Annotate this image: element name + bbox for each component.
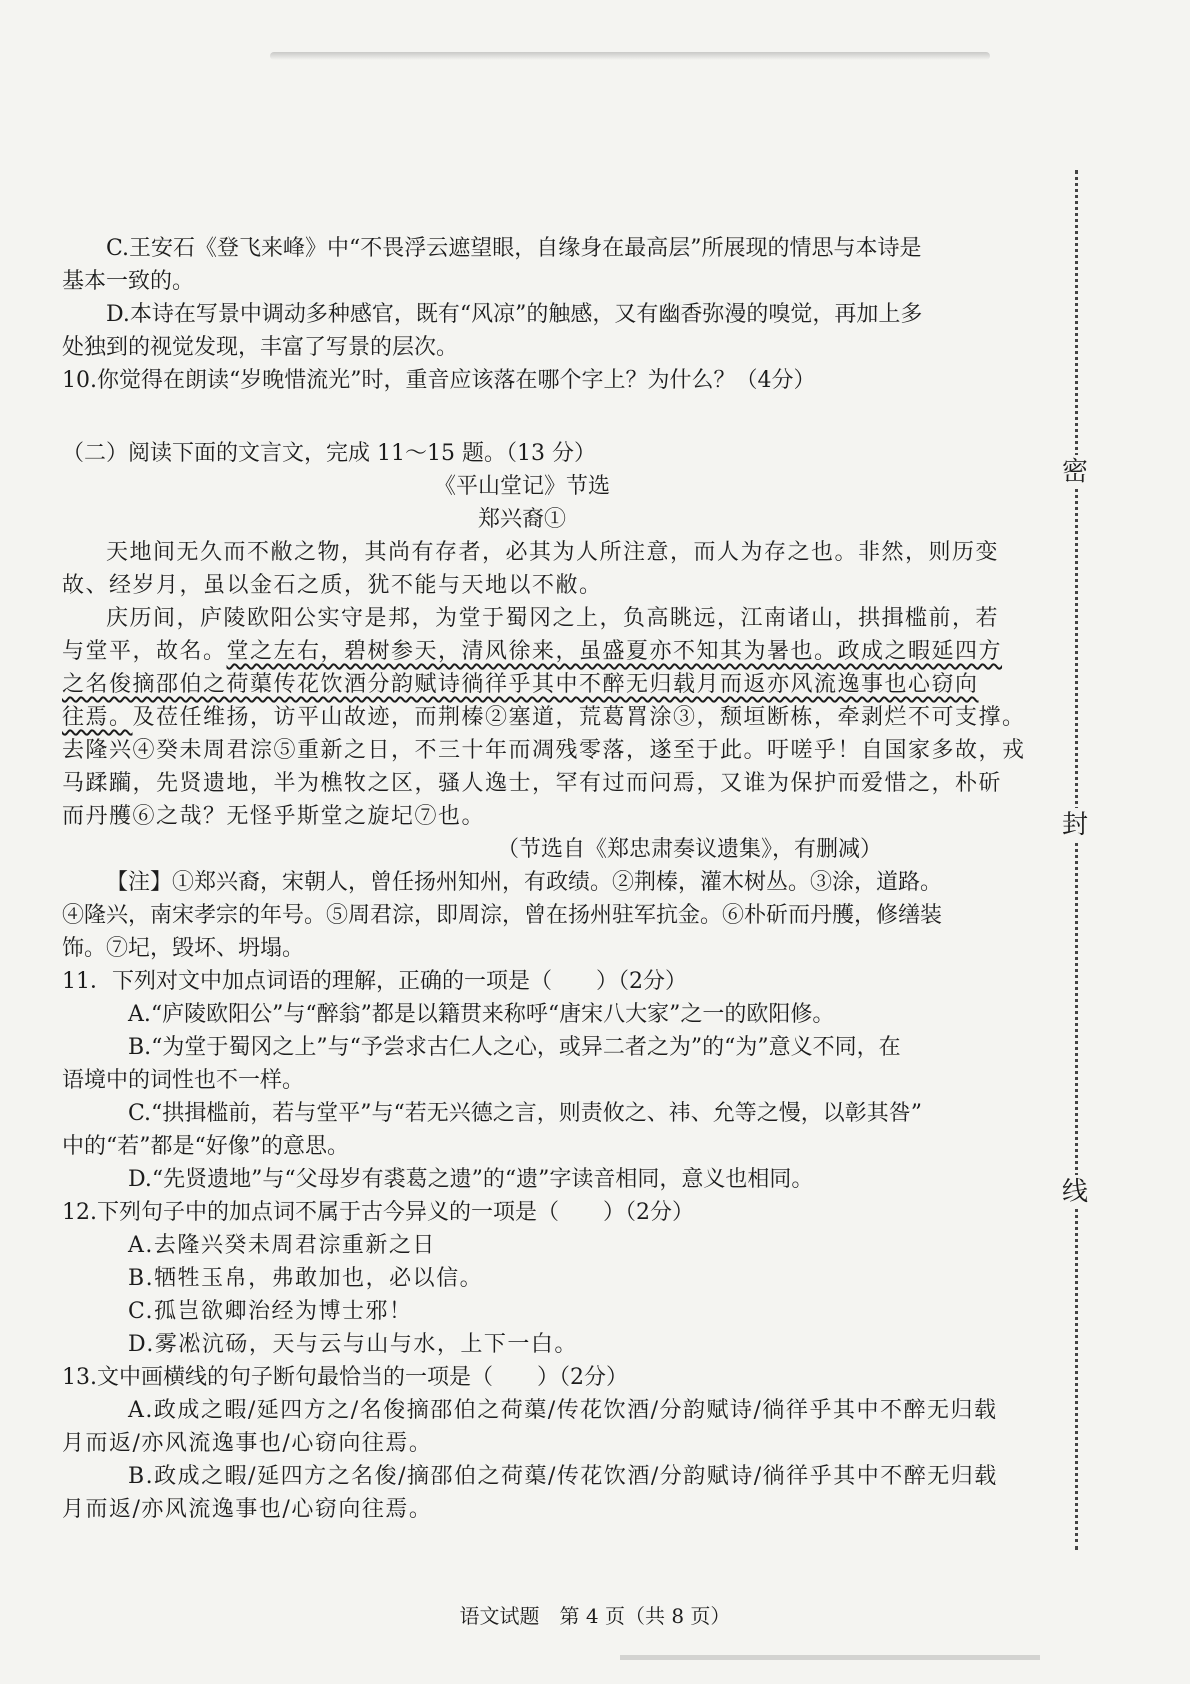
passage-line: 天地间无久而不敝之物，其尚有存者，必其为人所注意，而人为存之也。非然，则历变 [106, 540, 1000, 565]
section-heading: （二）阅读下面的文言文，完成 11～15 题。（13 分） [62, 441, 596, 466]
scan-shadow-top [270, 52, 990, 60]
passage-line [62, 701, 1026, 734]
binding-label-xian: 线 [1058, 1175, 1092, 1209]
binding-line [1075, 170, 1108, 1550]
underlined-sentence: 往焉。 [62, 705, 133, 730]
q12-option-b: B.牺牲玉帛，弗敢加也，必以信。 [128, 1266, 484, 1291]
question-12: 12.下列句子中的加点词不属于古今异义的一项是（ ）（2分） [62, 1200, 694, 1225]
source-citation: （节选自《郑忠肃奏议遗集》，有删减） [496, 837, 882, 862]
underlined-sentence: 堂之左右，碧树参天，清风徐来，虽盛夏亦不知其为暑也。政成之暇延四方 [226, 639, 1003, 664]
question-10: 10.你觉得在朗读“岁晚惜流光”时，重音应该落在哪个字上？为什么？（4分） [62, 368, 816, 393]
q12-option-a: A.去隆兴癸未周君淙重新之日 [128, 1233, 436, 1258]
passage-line [62, 635, 1003, 668]
q13-option-b: 月而返/亦风流逸事也/心窃向往焉。 [62, 1497, 433, 1522]
passage-line: 而丹雘⑥之哉？无怪乎斯堂之旋圮⑦也。 [62, 804, 486, 829]
option-d-line: 处独到的视觉发现，丰富了写景的层次。 [62, 335, 459, 360]
binding-label-feng: 封 [1058, 808, 1092, 842]
scan-shadow-bottom [620, 1655, 1040, 1660]
question-13: 13.文中画横线的句子断句最恰当的一项是（ ）（2分） [62, 1365, 628, 1390]
option-c-line: C.王安石《登飞来峰》中“不畏浮云遮望眼，自缘身在最高层”所展现的情思与本诗是 [106, 236, 922, 261]
passage-line: 马蹂躏，先贤遗地，半为樵牧之区，骚人逸士，罕有过而问焉，又谁为保护而爱惜之，朴斫 [62, 771, 1003, 796]
q13-option-a: A.政成之暇/延四方之/名俊摘邵伯之荷蕖/传花饮酒/分韵赋诗/徜徉乎其中不醉无归载 [128, 1398, 998, 1423]
q11-option-d: D.“先贤遗地”与“父母岁有裘葛之遗”的“遗”字读音相同，意义也相同。 [128, 1167, 814, 1192]
q13-option-a: 月而返/亦风流逸事也/心窃向往焉。 [62, 1431, 433, 1456]
passage-line: 故、经岁月，虽以金石之质，犹不能与天地以不敝。 [62, 573, 603, 598]
passage-line: 庆历间，庐陵欧阳公实守是邦，为堂于蜀冈之上，负高眺远，江南诸山，拱揖槛前，若 [106, 606, 1000, 631]
annotation-line: 【注】①郑兴裔，宋朝人，曾任扬州知州，有政绩。②荆榛，灌木树丛。③涂，道路。 [106, 870, 943, 895]
q13-option-b: B.政成之暇/延四方之名俊/摘邵伯之荷蕖/传花饮酒/分韵赋诗/徜徉乎其中不醉无归载 [128, 1464, 998, 1489]
q11-option-b: 语境中的词性也不一样。 [62, 1068, 305, 1093]
q11-option-a: A.“庐陵欧阳公”与“醉翁”都是以籍贯来称呼“唐宋八大家”之一的欧阳修。 [128, 1002, 835, 1027]
q11-option-c: C.“拱揖槛前，若与堂平”与“若无兴德之言，则责攸之、祎、允等之慢，以彰其咎” [128, 1101, 923, 1126]
page-footer: 语文试题 第 4 页（共 8 页） [459, 1604, 731, 1628]
passage-text: 及莅任维扬，访平山故迹，而荆榛②塞道，荒葛罥涂③，颓垣断栋，牵剥烂不可支撑。 [132, 705, 1026, 730]
passage-text: 与堂平，故名。 [62, 639, 227, 664]
q11-option-b: B.“为堂于蜀冈之上”与“予尝求古仁人之心，或异二者之为”的“为”意义不同，在 [128, 1035, 901, 1060]
passage-title: 《平山堂记》节选 [433, 474, 610, 499]
q12-option-d: D.雾凇沆砀，天与云与山与水，上下一白。 [128, 1332, 578, 1357]
binding-label-mi: 密 [1058, 455, 1092, 489]
annotation-line: ④隆兴，南宋孝宗的年号。⑤周君淙，即周淙，曾在扬州驻军抗金。⑥朴斫而丹雘，修缮装 [62, 903, 943, 928]
passage-line: 去隆兴④癸未周君淙⑤重新之日，不三十年而凋残零落，遂至于此。吁嗟乎！自国家多故，戎 [62, 738, 1026, 763]
page-content [62, 232, 1026, 1526]
q12-option-c: C.孤岂欲卿治经为博士邪！ [128, 1299, 413, 1324]
option-d-line: D.本诗在写景中调动多种感官，既有“风凉”的触感，又有幽香弥漫的嗅觉，再加上多 [106, 302, 923, 327]
annotation-line: 饰。⑦圮，毁坏、坍塌。 [62, 936, 305, 961]
q11-option-c: 中的“若”都是“好像”的意思。 [62, 1134, 349, 1159]
question-11: 11．下列对文中加点词语的理解，正确的一项是（ ）（2分） [62, 969, 687, 994]
option-c-line: 基本一致的。 [62, 269, 195, 294]
passage-author: 郑兴裔① [477, 507, 566, 532]
underlined-sentence: 之名俊摘邵伯之荷蕖传花饮酒分韵赋诗徜徉乎其中不醉无归载月而返亦风流逸事也心窃向 [62, 672, 979, 697]
